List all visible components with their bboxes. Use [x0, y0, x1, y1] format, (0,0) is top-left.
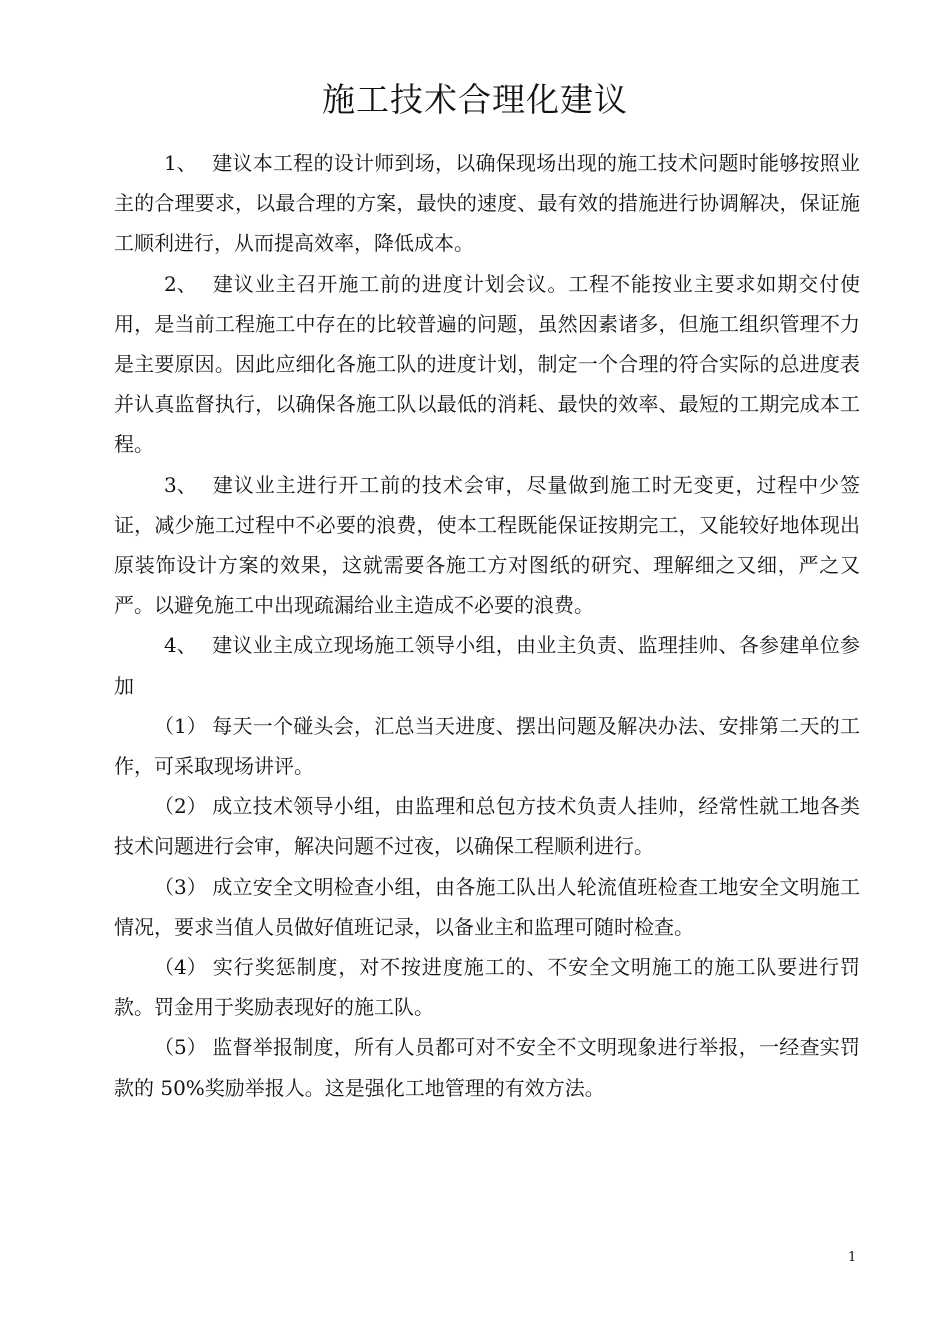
paragraph-text: 建议业主召开施工前的进度计划会议。工程不能按业主要求如期交付使用，是当前工程施工中存在的比较普遍的问题，虽然因素诸多，但施工组织管理不力是主要原因。因此应细化各施工队的进度计划，制定一个合理的符合实际的总进度表并认真监督执行，以确保各施工队以最低的消耗、最快的效率、最短的工期完成本工程。 [114, 271, 860, 457]
paragraph-text: 建议业主进行开工前的技术会审，尽量做到施工时无变更，过程中少签证，减少施工过程中不必要的浪费，使本工程既能保证按期完工，又能较好地体现出原装饰设计方案的效果，这就需要各施工方对图纸的研究、理解细之又细，严之又严。以避免施工中出现疏漏给业主造成不必要的浪费。 [114, 472, 860, 618]
sub-item-number: （2） [154, 794, 207, 819]
paragraph-number: 3、 [164, 472, 197, 497]
sub-item-text: 实行奖惩制度，对不按进度施工的、不安全文明施工的施工队要进行罚款。罚金用于奖励表现好的施工队。 [114, 955, 860, 1020]
sub-item-3 [114, 867, 860, 947]
document-body [114, 143, 860, 1108]
sub-item-4 [114, 947, 860, 1027]
paragraph-number: 1、 [164, 151, 197, 175]
paragraph-4 [114, 625, 860, 705]
sub-item-text: 成立安全文明检查小组，由各施工队出人轮流值班检查工地安全文明施工情况，要求当值人员做好值班记录，以备业主和监理可随时检查。 [114, 874, 860, 939]
paragraph-2 [114, 264, 860, 465]
sub-item-1 [114, 706, 860, 786]
sub-item-number: （1） [154, 713, 207, 738]
sub-item-number: （3） [154, 874, 207, 899]
sub-item-text: 每天一个碰头会，汇总当天进度、摆出问题及解决办法、安排第二天的工作，可采取现场讲评。 [114, 713, 860, 779]
sub-item-number: （5） [154, 1035, 207, 1060]
paragraph-3 [114, 465, 860, 626]
sub-item-2 [114, 786, 860, 866]
sub-item-number: （4） [154, 955, 207, 980]
paragraph-text: 建议业主成立现场施工领导小组，由业主负责、监理挂帅、各参建单位参加 [114, 633, 860, 698]
document-title: 施工技术合理化建议 [322, 80, 628, 119]
sub-item-text: 监督举报制度，所有人员都可对不安全不文明现象进行举报，一经查实罚款的 50%奖励举报人。这是强化工地管理的有效方法。 [114, 1035, 860, 1100]
paragraph-1 [114, 143, 860, 264]
sub-item-text: 成立技术领导小组，由监理和总包方技术负责人挂帅，经常性就工地各类技术问题进行会审，解决问题不过夜，以确保工程顺利进行。 [114, 794, 860, 859]
paragraph-number: 2、 [164, 271, 197, 296]
sub-item-5 [114, 1027, 860, 1107]
paragraph-text: 建议本工程的设计师到场，以确保现场出现的施工技术问题时能够按照业主的合理要求，以最合理的方案，最快的速度、最有效的措施进行协调解决，保证施工顺利进行，从而提高效率，降低成本。 [114, 151, 860, 256]
page-number: 1 [848, 1250, 857, 1265]
paragraph-number: 4、 [164, 633, 197, 658]
